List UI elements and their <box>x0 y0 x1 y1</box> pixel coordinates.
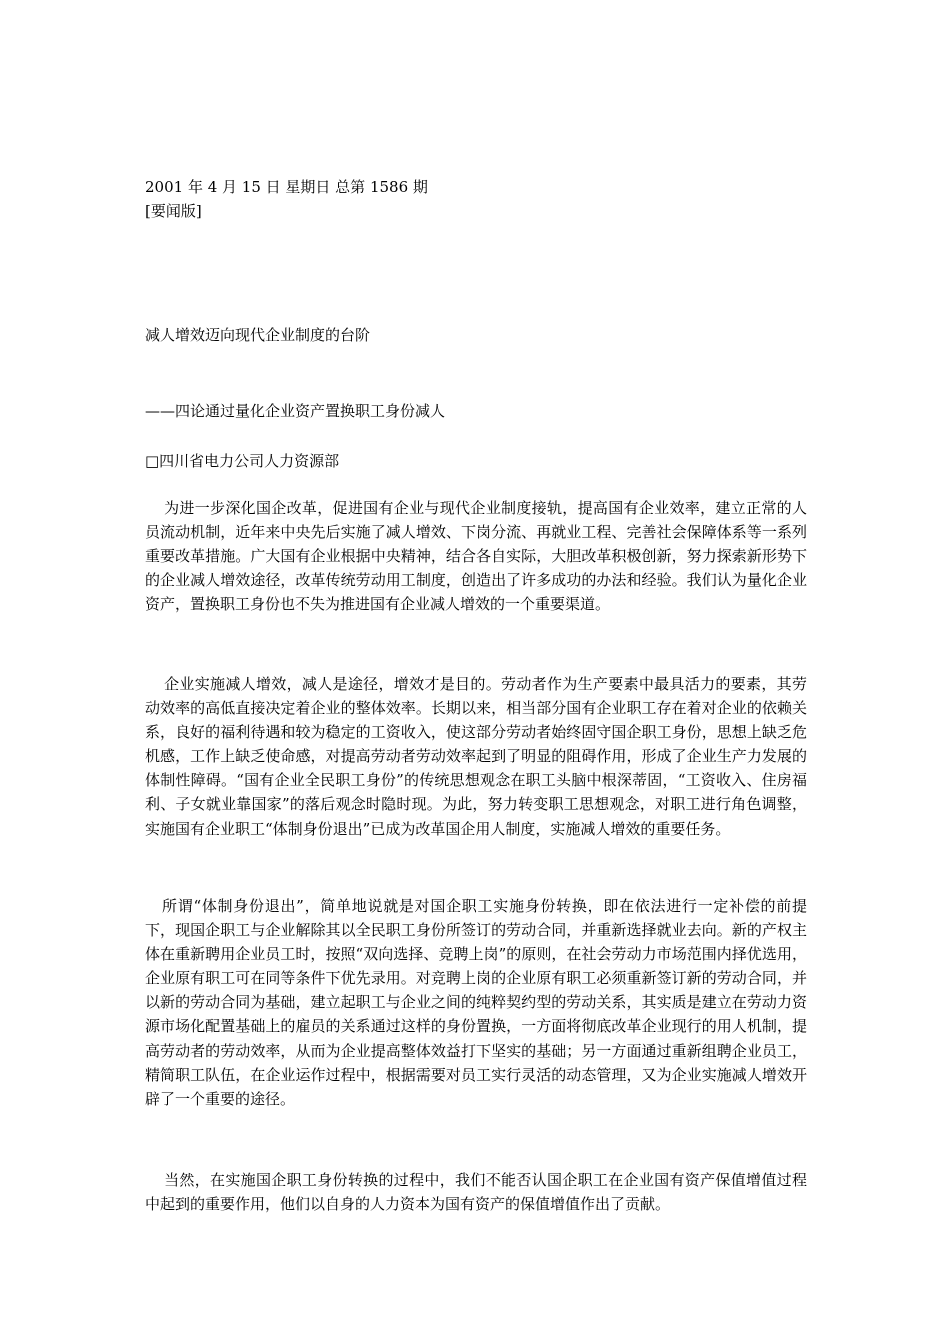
paragraph-4: 当然，在实施国企职工身份转换的过程中，我们不能否认国企职工在企业国有资产保值增值过程中起到的重要作用，他们以自身的人力资本为国有资产的保值增值作出了贡献。 <box>145 1171 807 1214</box>
paragraph-3: 所谓“体制身份退出”，简单地说就是对国企职工实施身份转换，即在依法进行一定补偿的前提下，现国企职工与企业解除其以全民职工身份所签订的劳动合同，并重新选择就业去向。新的产权主体在重新聘用企业员工时，按照“双向选择、竞聘上岗”的原则，在社会劳动力市场范围内择优选用，企业原有职工可在同等条件下优先录用。对竞聘上岗的企业原有职工必须重新签订新的劳动合同，并以新的劳动合同为基础，建立起职工与企业之间的纯粹契约型的劳动关系，其实质是建立在劳动力资源市场化配置基础上的雇员的关系通过这样的身份置换，一方面将彻底改革企业现行的用人机制，提高劳动者的劳动效率，从而为企业提高整体效益打下坚实的基础；另一方面通过重新组聘企业员工，精简职工队伍，在企业运作过程中，根据需要对员工实行灵活的动态管理，又为企业实施减人增效开辟了一个重要的途径。 <box>145 897 807 1108</box>
paragraph-1: 为进一步深化国企改革，促进国有企业与现代企业制度接轨，提高国有企业效率，建立正常的人员流动机制，近年来中央先后实施了减人增效、下岗分流、再就业工程、完善社会保障体系等一系列重要改革措施。广大国有企业根据中央精神，结合各自实际，大胆改革积极创新，努力探索新形势下的企业减人增效途径，改革传统劳动用工制度，创造出了许多成功的办法和经验。我们认为量化企业资产，置换职工身份也不失为推进国有企业减人增效的一个重要渠道。 <box>145 499 807 614</box>
article-byline: □四川省电力公司人力资源部 <box>145 452 340 470</box>
date-line: 2001 年 4 月 15 日 星期日 总第 1586 期 <box>145 178 428 196</box>
section-label: [要闻版] <box>145 202 202 220</box>
paragraph-2: 企业实施减人增效，减人是途径，增效才是目的。劳动者作为生产要素中最具活力的要素，其劳动效率的高低直接决定着企业的整体效率。长期以来，相当部分国有企业职工存在着对企业的依赖关系，良好的福利待遇和较为稳定的工资收入，使这部分劳动者始终固守国企职工身份，思想上缺乏危机感，工作上缺乏使命感，对提高劳动者劳动效率起到了明显的阻碍作用，形成了企业生产力发展的体制性障碍。“国有企业全民职工身份”的传统思想观念在职工头脑中根深蒂固，“工资收入、住房福利、子女就业靠国家”的落后观念时隐时现。为此，努力转变职工思想观念，对职工进行角色调整，实施国有企业职工“体制身份退出”已成为改革国企用人制度，实施减人增效的重要任务。 <box>145 675 807 838</box>
article-subtitle: ——四论通过量化企业资产置换职工身份减人 <box>145 402 446 420</box>
article-title: 减人增效迈向现代企业制度的台阶 <box>145 326 371 344</box>
